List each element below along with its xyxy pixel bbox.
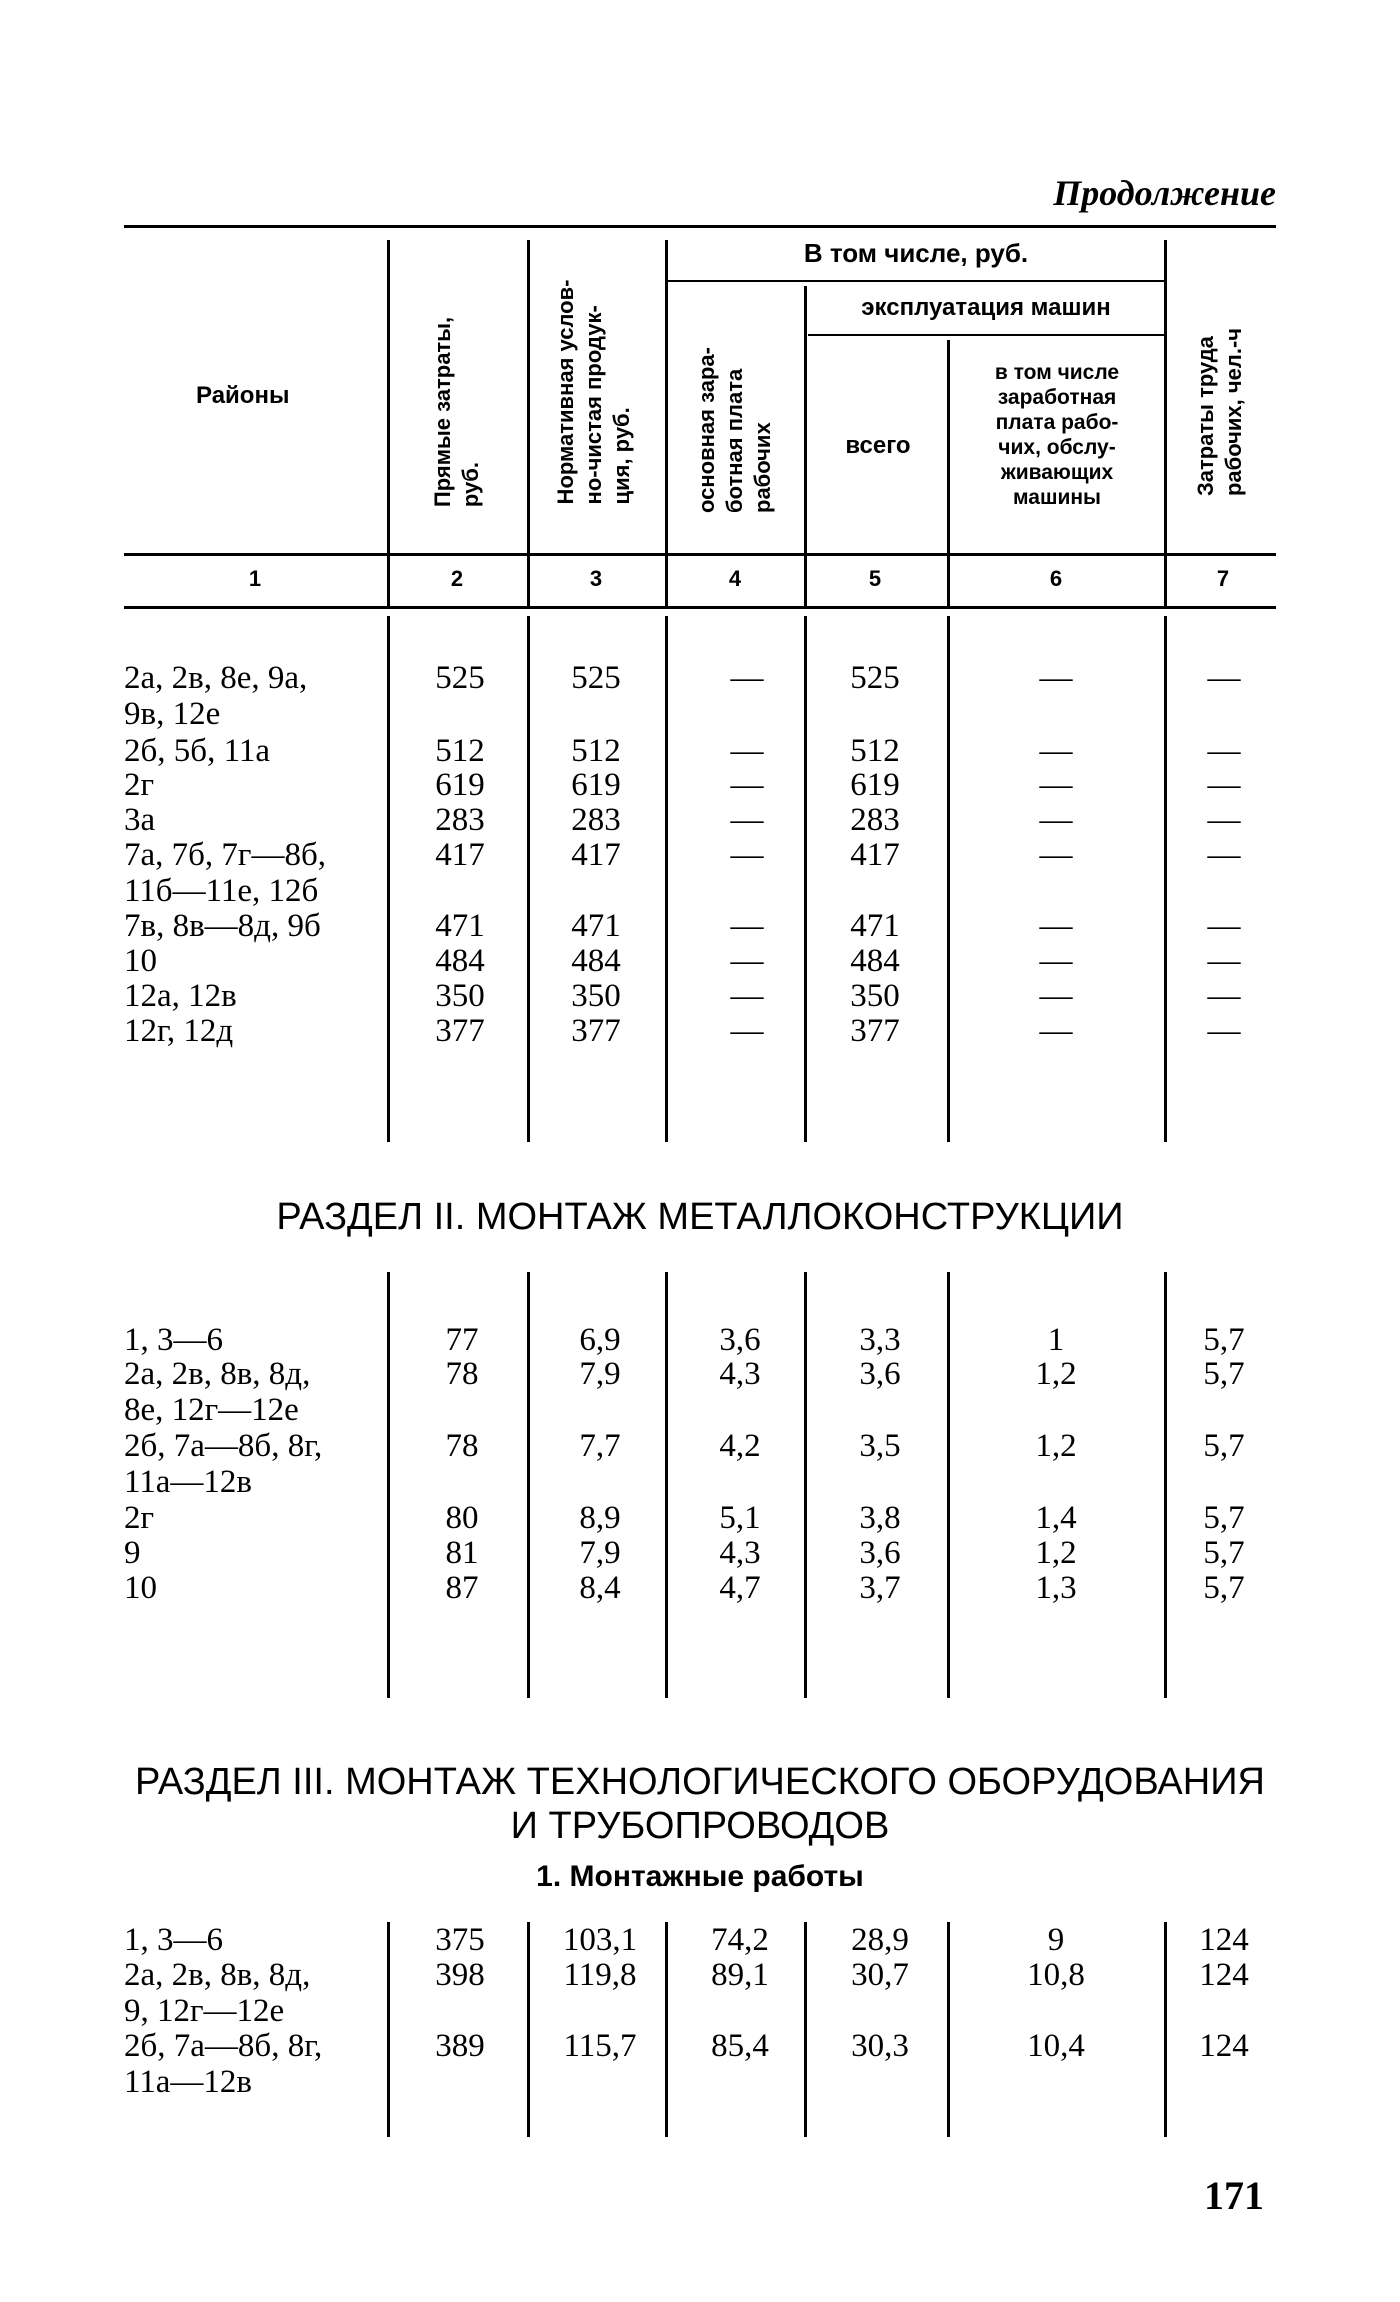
- s1-cell: —: [1207, 660, 1241, 696]
- s1-cell: 350: [850, 978, 900, 1014]
- s2-cell: 1,2: [1035, 1428, 1077, 1464]
- s3-divider-5: [947, 1922, 950, 2137]
- s1-cell: 350: [435, 978, 485, 1014]
- s1-cell: 471: [571, 908, 621, 944]
- s3-cell: 28,9: [851, 1922, 909, 1958]
- s2-region: 9: [124, 1535, 141, 1571]
- s2-divider-6: [1164, 1272, 1167, 1698]
- s1-cell: —: [730, 978, 764, 1014]
- s1-cell: 283: [850, 802, 900, 838]
- s3-region: 2б, 7а—8б, 8г, 11а—12в: [124, 2028, 323, 2100]
- s2-cell: 78: [445, 1428, 479, 1464]
- header-including: В том числе, руб.: [803, 238, 1029, 268]
- s1-cell: —: [730, 837, 764, 873]
- s2-cell: 3,5: [859, 1428, 901, 1464]
- s3-divider-2: [527, 1922, 530, 2137]
- s1-cell: —: [1039, 767, 1073, 803]
- s1-cell: 283: [571, 802, 621, 838]
- s2-cell: 5,7: [1203, 1500, 1245, 1536]
- s1-cell: 525: [435, 660, 485, 696]
- s3-cell: 124: [1199, 1922, 1249, 1958]
- s2-cell: 3,6: [719, 1322, 761, 1358]
- s2-cell: 1,4: [1035, 1500, 1077, 1536]
- s1-cell: 512: [571, 733, 621, 769]
- including-rule: [668, 280, 1164, 282]
- s2-cell: 4,3: [719, 1535, 761, 1571]
- s2-divider-1: [387, 1272, 390, 1698]
- s1-cell: 283: [435, 802, 485, 838]
- s3-divider-1: [387, 1922, 390, 2137]
- s1-cell: 377: [571, 1013, 621, 1049]
- header-divider-6: [1164, 240, 1167, 607]
- s1-cell: 512: [435, 733, 485, 769]
- s1-cell: —: [730, 943, 764, 979]
- s3-cell: 74,2: [711, 1922, 769, 1958]
- s3-cell: 389: [435, 2028, 485, 2064]
- s2-cell: 5,7: [1203, 1570, 1245, 1606]
- s1-divider-3: [665, 616, 668, 1142]
- header-divider-5: [947, 340, 950, 607]
- s1-region: 2г: [124, 767, 155, 803]
- s1-divider-4: [804, 616, 807, 1142]
- s2-region: 2г: [124, 1500, 155, 1536]
- s1-cell: 484: [435, 943, 485, 979]
- s1-cell: 484: [571, 943, 621, 979]
- col-number-4: 4: [728, 566, 742, 591]
- colnum-bottom-rule: [124, 606, 1276, 609]
- s3-region: 1, 3—6: [124, 1922, 223, 1958]
- s3-cell: 10,8: [1027, 1957, 1085, 1993]
- col-number-7: 7: [1216, 566, 1230, 591]
- s1-cell: —: [1039, 660, 1073, 696]
- s1-cell: 417: [435, 837, 485, 873]
- s1-cell: —: [730, 660, 764, 696]
- s2-cell: 7,7: [579, 1428, 621, 1464]
- s1-cell: —: [1207, 978, 1241, 1014]
- s2-cell: 1: [1047, 1322, 1065, 1358]
- s2-cell: 80: [445, 1500, 479, 1536]
- header-normative: Нормативная услов- но-чистая продук- ция, руб.: [553, 279, 634, 505]
- s1-region: 7в, 8в—8д, 9б: [124, 908, 321, 944]
- s1-cell: —: [1039, 943, 1073, 979]
- s2-cell: 1,2: [1035, 1356, 1077, 1392]
- s2-cell: 6,9: [579, 1322, 621, 1358]
- s3-cell: 119,8: [563, 1957, 637, 1993]
- s1-divider-1: [387, 616, 390, 1142]
- s1-cell: 471: [850, 908, 900, 944]
- s3-cell: 124: [1199, 1957, 1249, 1993]
- s1-cell: —: [1207, 943, 1241, 979]
- s2-cell: 1,3: [1035, 1570, 1077, 1606]
- s1-region: 7а, 7б, 7г—8б, 11б—11е, 12б: [124, 837, 327, 909]
- header-divider-4: [804, 286, 807, 607]
- s1-cell: —: [1207, 908, 1241, 944]
- s1-region: 12а, 12в: [124, 978, 237, 1014]
- s3-cell: 30,3: [851, 2028, 909, 2064]
- s1-cell: 525: [571, 660, 621, 696]
- s3-region: 2а, 2в, 8в, 8д, 9, 12г—12е: [124, 1957, 311, 2029]
- s3-cell: 115,7: [563, 2028, 637, 2064]
- s3-cell: 85,4: [711, 2028, 769, 2064]
- s1-region: 12г, 12д: [124, 1013, 234, 1049]
- machine-rule: [808, 334, 1164, 336]
- s1-cell: —: [1039, 908, 1073, 944]
- running-head: Продолжение: [1053, 173, 1276, 213]
- s2-region: 10: [124, 1570, 157, 1606]
- s2-divider-4: [804, 1272, 807, 1698]
- s2-cell: 77: [445, 1322, 479, 1358]
- col-number-6: 6: [1049, 566, 1063, 591]
- s2-cell: 3,3: [859, 1322, 901, 1358]
- s3-cell: 103,1: [562, 1922, 638, 1958]
- header-incl-wage: в том числе заработная плата рабо- чих, обслу- живающих машины: [994, 361, 1120, 509]
- s2-cell: 8,9: [579, 1500, 621, 1536]
- s1-cell: —: [1207, 1013, 1241, 1049]
- s1-cell: 619: [435, 767, 485, 803]
- header-divider-1: [387, 240, 390, 607]
- s2-divider-3: [665, 1272, 668, 1698]
- header-divider-2: [527, 240, 530, 607]
- s1-cell: —: [730, 767, 764, 803]
- s2-cell: 3,6: [859, 1356, 901, 1392]
- s2-cell: 3,6: [859, 1535, 901, 1571]
- s1-cell: —: [1039, 802, 1073, 838]
- s1-cell: 512: [850, 733, 900, 769]
- s1-cell: —: [1207, 837, 1241, 873]
- s1-region: 2а, 2в, 8е, 9а, 9в, 12е: [124, 660, 308, 732]
- s3-cell: 89,1: [711, 1957, 769, 1993]
- s3-cell: 398: [435, 1957, 485, 1993]
- s1-cell: 350: [571, 978, 621, 1014]
- s2-divider-5: [947, 1272, 950, 1698]
- s2-region: 2б, 7а—8б, 8г, 11а—12в: [124, 1428, 323, 1500]
- s1-cell: 484: [850, 943, 900, 979]
- s2-cell: 5,1: [719, 1500, 761, 1536]
- s2-cell: 7,9: [579, 1535, 621, 1571]
- s1-cell: 471: [435, 908, 485, 944]
- header-bottom-rule: [124, 553, 1276, 556]
- s1-cell: 417: [571, 837, 621, 873]
- s3-cell: 375: [435, 1922, 485, 1958]
- header-machine-ops: эксплуатация машин: [861, 294, 1111, 321]
- s2-divider-2: [527, 1272, 530, 1698]
- s1-cell: —: [730, 733, 764, 769]
- s1-cell: —: [1039, 837, 1073, 873]
- header-labor: Затраты труда рабочих, чел.-ч: [1193, 327, 1246, 497]
- s2-cell: 7,9: [579, 1356, 621, 1392]
- s3-cell: 10,4: [1027, 2028, 1085, 2064]
- header-divider-3: [665, 240, 668, 607]
- s1-cell: —: [730, 908, 764, 944]
- s2-region: 1, 3—6: [124, 1322, 223, 1358]
- s1-cell: —: [1039, 1013, 1073, 1049]
- section-3-title: РАЗДЕЛ III. МОНТАЖ ТЕХНОЛОГИЧЕСКОГО ОБОРУДОВАНИЯ И ТРУБОПРОВОДОВ: [135, 1761, 1265, 1847]
- s1-cell: 619: [571, 767, 621, 803]
- s2-cell: 81: [445, 1535, 479, 1571]
- page-number: 171: [1204, 2173, 1264, 2218]
- s1-cell: —: [730, 802, 764, 838]
- col-number-3: 3: [589, 566, 603, 591]
- s3-divider-4: [804, 1922, 807, 2137]
- section-3-subtitle: 1. Монтажные работы: [536, 1860, 864, 1893]
- s3-cell: 124: [1199, 2028, 1249, 2064]
- s2-cell: 5,7: [1203, 1356, 1245, 1392]
- s2-cell: 5,7: [1203, 1535, 1245, 1571]
- header-total: всего: [845, 432, 911, 459]
- s1-cell: —: [1039, 978, 1073, 1014]
- s3-cell: 9: [1047, 1922, 1065, 1958]
- s3-divider-3: [665, 1922, 668, 2137]
- s1-cell: —: [1039, 733, 1073, 769]
- col-number-5: 5: [868, 566, 882, 591]
- s1-cell: 377: [435, 1013, 485, 1049]
- header-direct-costs: Прямые затраты, руб.: [430, 316, 483, 508]
- s1-cell: 377: [850, 1013, 900, 1049]
- col-number-2: 2: [450, 566, 464, 591]
- s3-divider-6: [1164, 1922, 1167, 2137]
- s1-cell: —: [1207, 767, 1241, 803]
- s1-divider-2: [527, 616, 530, 1142]
- s2-cell: 3,7: [859, 1570, 901, 1606]
- s1-region: 10: [124, 943, 157, 979]
- s2-cell: 8,4: [579, 1570, 621, 1606]
- s2-cell: 1,2: [1035, 1535, 1077, 1571]
- s2-cell: 4,3: [719, 1356, 761, 1392]
- header-regions: Районы: [196, 382, 290, 409]
- col-number-1: 1: [248, 566, 262, 591]
- s1-cell: —: [1207, 802, 1241, 838]
- s2-cell: 5,7: [1203, 1428, 1245, 1464]
- s2-cell: 5,7: [1203, 1322, 1245, 1358]
- s1-cell: —: [1207, 733, 1241, 769]
- s3-cell: 30,7: [851, 1957, 909, 1993]
- s1-cell: —: [730, 1013, 764, 1049]
- s1-cell: 417: [850, 837, 900, 873]
- s1-cell: 525: [850, 660, 900, 696]
- s1-region: 3а: [124, 802, 156, 838]
- s2-cell: 4,2: [719, 1428, 761, 1464]
- header-base-wage: основная зара- ботная плата рабочих: [694, 347, 775, 513]
- s2-region: 2а, 2в, 8в, 8д, 8е, 12г—12е: [124, 1356, 311, 1428]
- s2-cell: 78: [445, 1356, 479, 1392]
- s1-cell: 619: [850, 767, 900, 803]
- s2-cell: 3,8: [859, 1500, 901, 1536]
- s1-divider-6: [1164, 616, 1167, 1142]
- section-2-title: РАЗДЕЛ II. МОНТАЖ МЕТАЛЛОКОНСТРУКЦИИ: [276, 1196, 1124, 1238]
- s1-divider-5: [947, 616, 950, 1142]
- header-top-rule: [124, 225, 1276, 228]
- s1-region: 2б, 5б, 11а: [124, 733, 271, 769]
- s2-cell: 4,7: [719, 1570, 761, 1606]
- s2-cell: 87: [445, 1570, 479, 1606]
